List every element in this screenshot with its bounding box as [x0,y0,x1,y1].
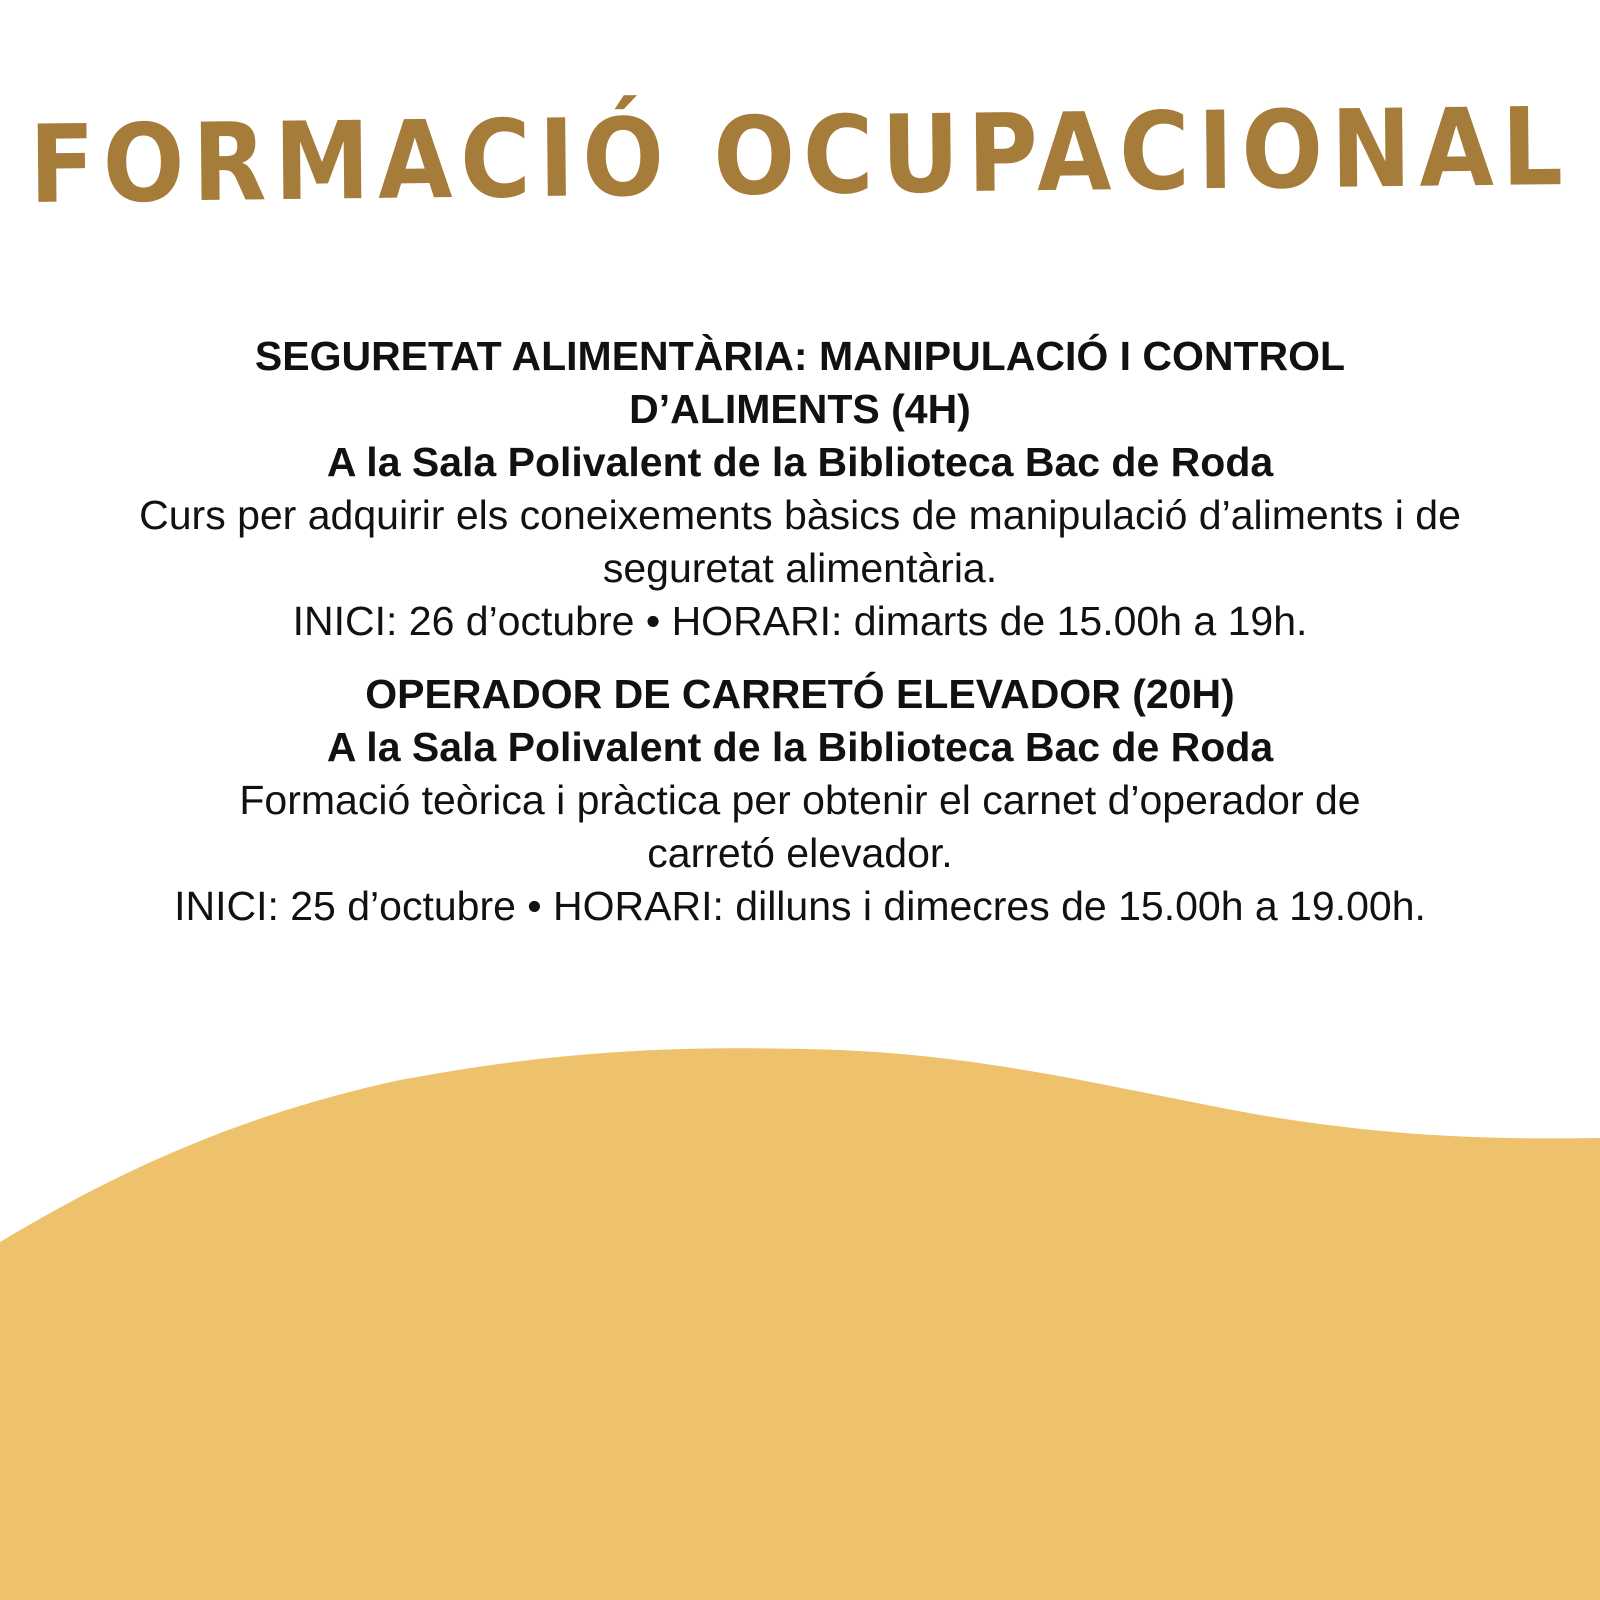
wave-fill [0,1048,1600,1600]
course-item-food-safety [60,330,1540,648]
course-schedule: INICI: 26 d’octubre • HORARI: dimarts de 15.00h a 19h. [292,598,1308,644]
course-description: Curs per adquirir els coneixements bàsics de manipulació d’aliments i de seguretat alimentària. [139,492,1461,591]
page-title: FORMACIÓ OCUPACIONAL [28,84,1572,228]
course-item-forklift [60,668,1540,933]
course-location: A la Sala Polivalent de la Biblioteca Bac de Roda [326,439,1274,485]
course-title: SEGURETAT ALIMENTÀRIA: MANIPULACIÓ I CONTROL D’ALIMENTS (4H) [254,333,1346,432]
course-description: Formació teòrica i pràctica per obtenir el carnet d’operador de carretó elevador. [239,777,1361,876]
course-title: OPERADOR DE CARRETÓ ELEVADOR (20H) [365,671,1235,717]
course-list [60,330,1540,953]
course-schedule: INICI: 25 d’octubre • HORARI: dilluns i dimecres de 15.00h a 19.00h. [174,883,1426,929]
course-location: A la Sala Polivalent de la Biblioteca Bac de Roda [326,724,1274,770]
